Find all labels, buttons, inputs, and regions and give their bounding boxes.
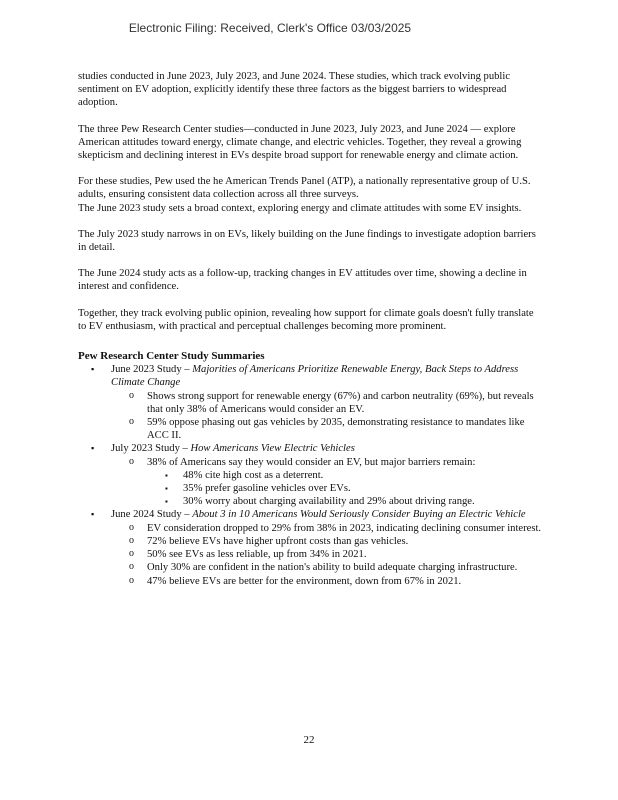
finding-text: Only 30% are confident in the nation's ability to build adequate charging infrastructure. <box>147 562 518 574</box>
square-bullet-icon: ▪ <box>91 509 95 520</box>
finding-text: Shows strong support for renewable energy (67%) and carbon neutrality (69%), but reveals that only 38% of Americans would consider an EV. <box>147 390 534 415</box>
study-list <box>78 363 542 587</box>
circle-bullet-icon: o <box>129 534 134 546</box>
finding-item <box>111 522 542 535</box>
barrier-text: 35% prefer gasoline vehicles over EVs. <box>183 483 351 495</box>
june-2024-context-paragraph: The June 2024 study acts as a follow-up, tracking changes in EV attitudes over time, showing a decline in interest and confidence. <box>78 268 527 293</box>
square-bullet-icon: ▪ <box>91 443 95 454</box>
circle-bullet-icon: o <box>129 389 134 401</box>
barrier-item <box>147 495 542 508</box>
finding-text: 38% of Americans say they would consider an EV, but major barriers remain: <box>147 456 476 468</box>
finding-text: EV consideration dropped to 29% from 38% in 2023, indicating declining consumer interest. <box>147 522 542 534</box>
finding-item <box>111 575 542 588</box>
circle-bullet-icon: o <box>129 548 134 560</box>
barrier-item <box>147 482 542 495</box>
finding-text: 72% believe EVs have higher upfront costs than gas vehicles. <box>147 535 409 547</box>
study-item <box>78 363 542 442</box>
finding-text: 47% believe EVs are better for the environment, down from 67% in 2021. <box>147 575 462 587</box>
circle-bullet-icon: o <box>129 561 134 573</box>
conclusion-paragraph: Together, they track evolving public opinion, revealing how support for climate goals doesn't fully translate to EV enthusiasm, with practical and perceptual challenges becoming more prominent. <box>78 307 534 332</box>
study-title: About 3 in 10 Americans Would Seriously Consider Buying an Electric Vehicle <box>192 509 526 521</box>
finding-item <box>111 456 542 509</box>
circle-bullet-icon: o <box>129 521 134 533</box>
study-title: How Americans View Electric Vehicles <box>190 443 355 455</box>
square-bullet-icon: ▪ <box>165 470 168 480</box>
square-bullet-icon: ▪ <box>91 364 95 375</box>
intro-paragraph: studies conducted in June 2023, July 2023, and June 2024. These studies, which track evolving public sentiment on EV adoption, explicitly identify these three factors as the biggest barriers to widespread adoption. <box>78 71 511 109</box>
finding-item <box>111 390 542 416</box>
finding-list <box>78 456 542 509</box>
document-body <box>78 70 542 588</box>
study-title: Majorities of Americans Prioritize Renewable Energy, Back Steps to Address Climate Change <box>111 364 519 389</box>
finding-text: 59% oppose phasing out gas vehicles by 2035, demonstrating resistance to mandates like ACC II. <box>147 417 525 442</box>
section-heading: Pew Research Center Study Summaries <box>78 350 265 363</box>
june-2023-context-paragraph: The June 2023 study sets a broad context, exploring energy and climate attitudes with some EV insights. <box>78 202 522 214</box>
filing-stamp: Electronic Filing: Received, Clerk's Office 03/03/2025 <box>128 21 412 35</box>
barrier-text: 48% cite high cost as a deterrent. <box>183 469 324 481</box>
methodology-paragraph: For these studies, Pew used the he American Trends Panel (ATP), a nationally representative group of U.S. adults, ensuring consistent data collection across all three surveys. <box>78 176 531 201</box>
circle-bullet-icon: o <box>129 455 134 467</box>
square-bullet-icon: ▪ <box>165 497 168 507</box>
finding-list <box>78 390 542 443</box>
finding-item <box>111 416 542 442</box>
study-item <box>78 442 542 508</box>
barrier-item <box>147 469 542 482</box>
overview-paragraph: The three Pew Research Center studies—conducted in June 2023, July 2023, and June 2024 — explore American attitudes toward energy, climate change, and electric vehicles. Together, they reveal a growing skepticism and declining interest in EVs despite broad support for renewable energy and climate action. <box>78 123 522 162</box>
finding-item <box>111 561 542 574</box>
page-number: 22 <box>303 734 315 746</box>
finding-item <box>111 535 542 548</box>
study-label: June 2024 Study – <box>111 509 193 521</box>
study-label: July 2023 Study – <box>111 443 191 455</box>
finding-item <box>111 548 542 561</box>
square-bullet-icon: ▪ <box>165 484 168 494</box>
circle-bullet-icon: o <box>129 416 134 428</box>
circle-bullet-icon: o <box>129 574 134 586</box>
barrier-list <box>147 469 542 509</box>
finding-list <box>78 522 542 588</box>
study-label: June 2023 Study – <box>111 364 193 376</box>
july-2023-context-paragraph: The July 2023 study narrows in on EVs, likely building on the June findings to investigate adoption barriers in detail. <box>78 228 536 254</box>
barrier-text: 30% worry about charging availability and 29% about driving range. <box>183 496 475 508</box>
study-item <box>78 508 542 587</box>
finding-text: 50% see EVs as less reliable, up from 34% in 2021. <box>147 549 367 561</box>
